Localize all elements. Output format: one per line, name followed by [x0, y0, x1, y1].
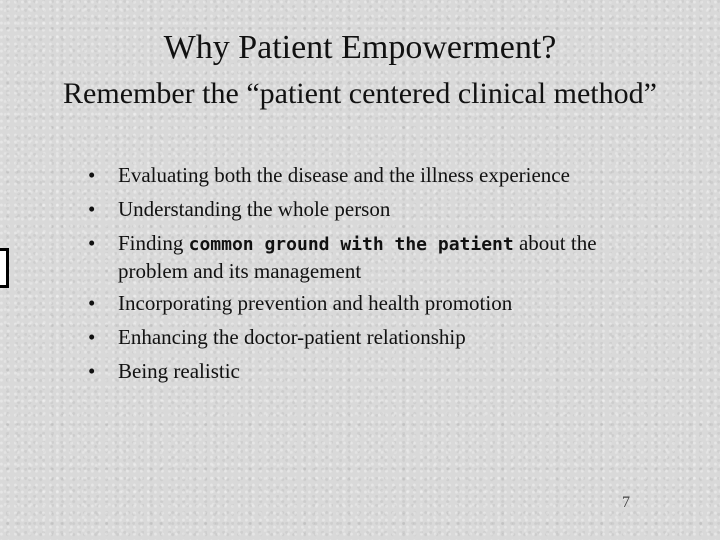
slide-title: Why Patient Empowerment? — [163, 29, 557, 66]
bullet-list — [84, 160, 674, 390]
bullet-dot: • — [88, 231, 96, 255]
bullet-dot: • — [88, 291, 96, 315]
bullet-text-prefix: Finding — [118, 231, 189, 255]
bullet-text: Being realistic — [118, 359, 240, 383]
bullet-dot: • — [88, 163, 96, 187]
bullet-item — [84, 228, 674, 285]
bullet-text: Incorporating prevention and health promotion — [118, 291, 513, 315]
bullet-dot: • — [88, 325, 96, 349]
bullet-item — [84, 160, 674, 191]
slide-edge-marker — [0, 248, 9, 288]
bullet-item — [84, 322, 674, 353]
bullet-dot: • — [88, 197, 96, 221]
bullet-item — [84, 194, 674, 225]
bullet-text: Evaluating both the disease and the illness experience — [118, 163, 570, 187]
slide-subtitle: Remember the “patient centered clinical method” — [63, 77, 657, 110]
bullet-item — [84, 356, 674, 387]
bullet-text: Enhancing the doctor-patient relationship — [118, 325, 466, 349]
bullet-item — [84, 288, 674, 319]
bullet-dot: • — [88, 359, 96, 383]
bullet-text-suffix: about the — [513, 231, 597, 255]
page-number: 7 — [622, 494, 630, 511]
bullet-text: Understanding the whole person — [118, 197, 391, 221]
bullet-text-continuation: problem and its management — [118, 259, 362, 283]
bullet-text-emphasis: common ground with the patient — [188, 234, 514, 255]
